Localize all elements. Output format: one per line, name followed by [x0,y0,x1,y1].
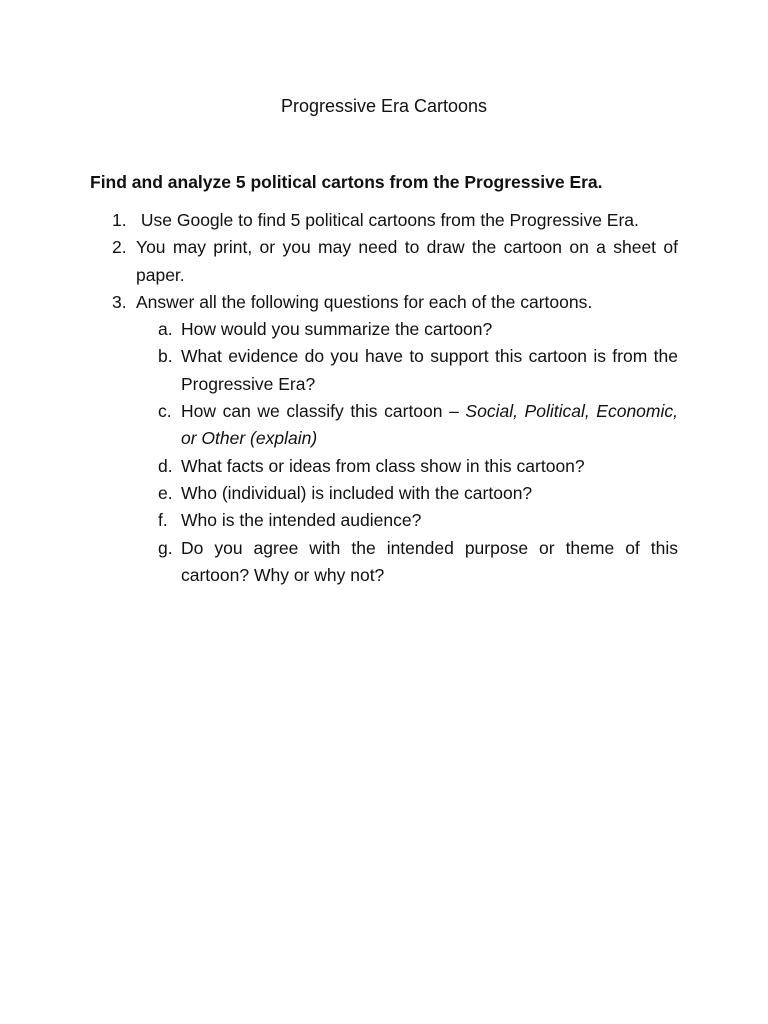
question-item [136,343,678,398]
list-item [90,289,678,589]
instructions-list [90,207,678,589]
questions-list [136,316,678,589]
question-marker: a. [158,319,173,340]
question-marker: f. [158,510,168,531]
question-text: Who (individual) is included with the cartoon? [181,482,533,503]
list-marker: 1. [112,210,127,230]
question-categories: Social, Political, Economic, or Other (explain) [181,401,678,449]
question-marker: g. [158,537,173,558]
list-item-text: Use Google to find 5 political cartoons from the Progressive Era. [136,210,639,230]
question-marker: b. [158,346,173,367]
question-item [136,535,678,590]
question-text: How would you summarize the cartoon? [181,319,493,340]
question-item [136,507,678,534]
question-marker: d. [158,455,173,476]
question-marker: e. [158,482,173,503]
question-item [136,398,678,453]
question-marker: c. [158,401,172,422]
question-item [136,480,678,507]
list-marker: 3. [112,291,127,312]
list-item-text: Answer all the following questions for each of the cartoons. [136,291,593,312]
question-text: How can we classify this cartoon – [181,401,466,422]
question-text: What evidence do you have to support this cartoon is from the Progressive Era? [181,346,678,394]
list-item [90,234,678,289]
question-item [136,453,678,480]
question-text: Who is the intended audience? [181,510,422,531]
question-text: What facts or ideas from class show in this cartoon? [181,455,585,476]
list-marker: 2. [112,237,127,258]
question-item [136,316,678,343]
question-text: Do you agree with the intended purpose or theme of this cartoon? Why or why not? [181,537,678,585]
list-item [90,207,678,234]
assignment-heading: Find and analyze 5 political cartons from the Progressive Era. [90,172,603,192]
list-item-text: You may print, or you may need to draw the cartoon on a sheet of paper. [136,237,678,285]
document-title: Progressive Era Cartoons [280,96,488,116]
